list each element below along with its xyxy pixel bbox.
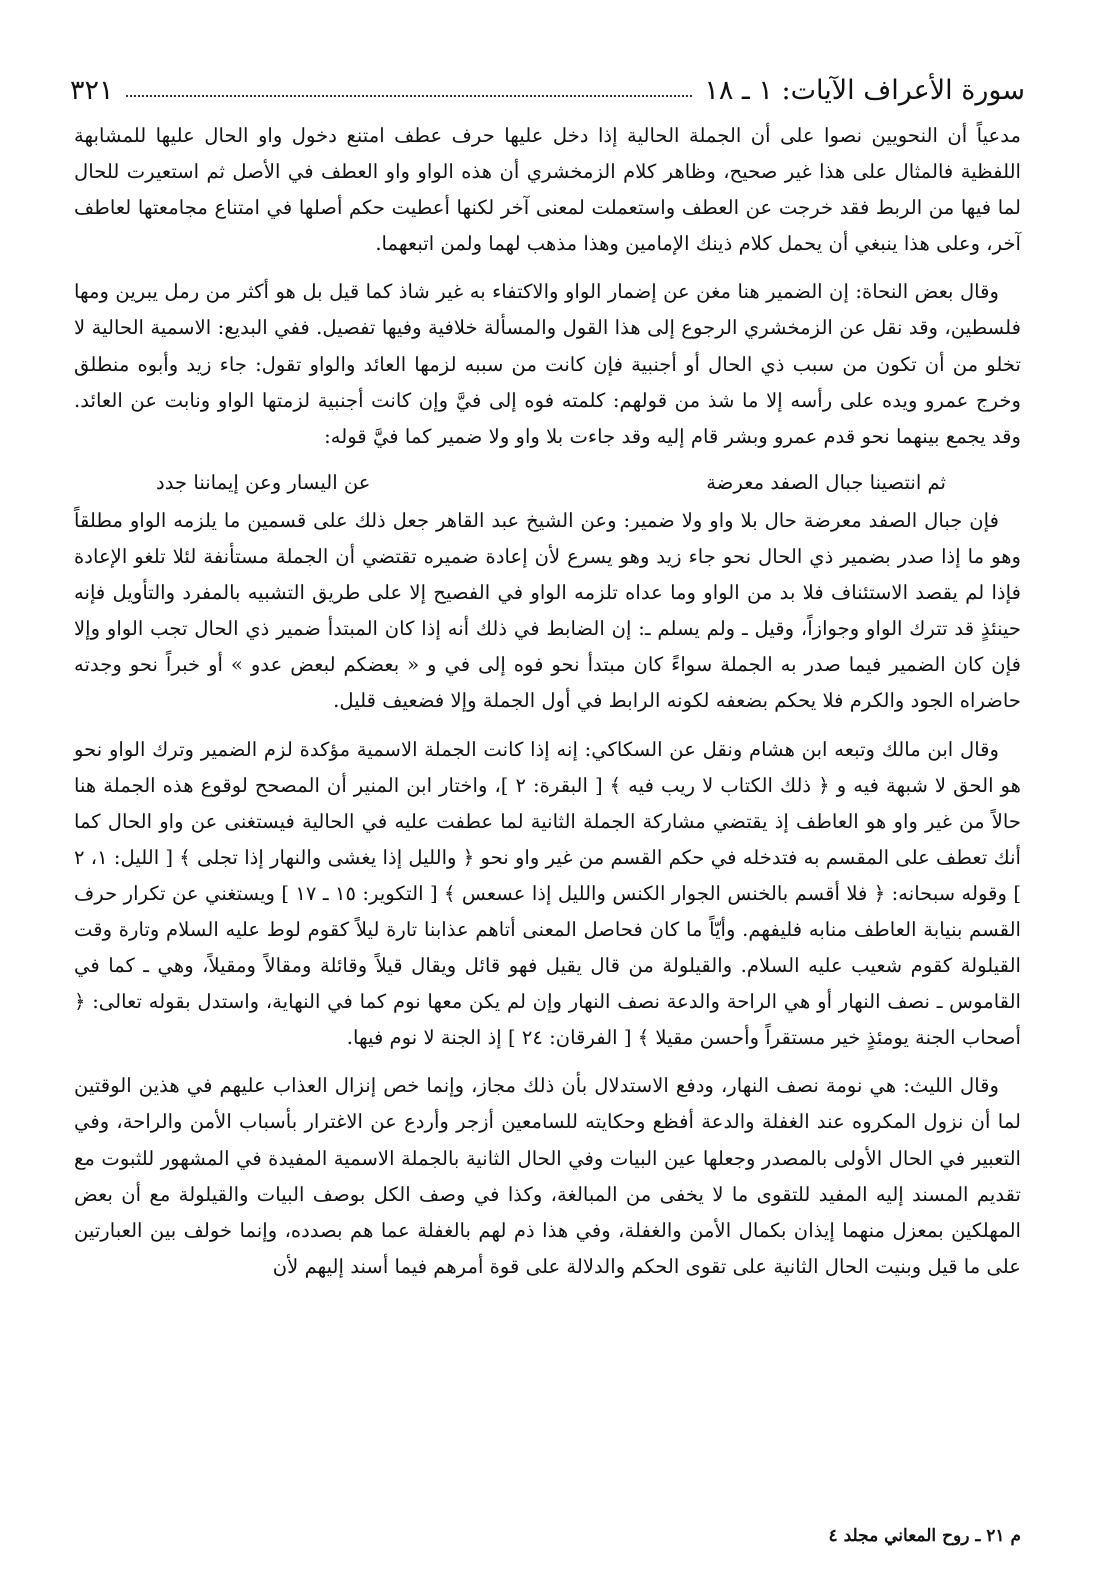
verse-left-hemistich: عن اليسار وعن إيماننا جدد: [156, 470, 371, 494]
paragraph-5: وقال الليث: هي نومة نصف النهار، ودفع الاستدلال بأن ذلك مجاز، وإنما خص إنزال العذاب عليهم في هذين الوقتين لما أن نزول المكروه عند الغفلة والدعة أفظع وحكايته للسامعين أزجر وأردع عن الاغترار بأسباب الأمن والراحة، وفي التعبير في الحال الأولى بالمصدر وجعلها عين البيات وفي الحال الثانية بالجملة الاسمية المفيدة في المشهور للثبوت مع تقديم المسند إليه المفيد للتقوى ما لا يخفى من المبالغة، وكذا في وصف الكل بوصف البيات والقيلولة مع أن بعض المهلكين بمعزل منهما إيذان بكمال الأمن والغفلة، وفي هذا ذم لهم بالغفلة عما هم بصدده، وإنما خولف بين العبارتين على ما قيل وبنيت الحال الثانية على تقوى الحكم والدلالة على قوة أمرهم فيما أسند إليهم لأن: [74, 1074, 1021, 1278]
surah-title: سورة الأعراف الآيات: ١ ـ ١٨: [704, 74, 1025, 106]
page-number: ٣٢١: [70, 74, 114, 106]
running-header: [70, 72, 1025, 108]
page-body: [74, 118, 1021, 1285]
paragraph-1: مدعياً أن النحويين نصوا على أن الجملة الحالية إذا دخل عليها حرف عطف امتنع دخول واو الحال عليها للمشابهة اللفظية فالمثال على هذا غير صحيح، وظاهر كلام الزمخشري أن هذه الواو واو العطف في الأصل ثم استعيرت للحال لما فيها من الربط فقد خرجت عن العطف واستعملت لمعنى آخر لكنها أعطيت حكم أصلها في امتناع مجامعتها لعاطف آخر، وعلى هذا ينبغي أن يحمل كلام ذينك الإمامين وهذا مذهب لهما ولمن اتبعهما.: [74, 124, 1021, 256]
paragraph-2: وقال بعض النحاة: إن الضمير هنا مغن عن إضمار الواو والاكتفاء به غير شاذ كما قيل بل هو أكثر من رمل يبرين ومها فلسطين، وقد نقل عن الزمخشري الرجوع إلى هذا القول والمسألة خلافية وفيها تفصيل. ففي البديع: الاسمية الحالية لا تخلو من أن تكون من سبب ذي الحال أو أجنبية فإن كانت من سببه لزمها العائد والواو تقول: جاء زيد وأبوه منطلق وخرج عمرو ويده على رأسه إلا ما شذ من قولهم: كلمته فوه إلى فيَّ وإن كانت أجنبية لزمتها الواو ونابت عن العائد. وقد يجمع بينهما نحو قدم عمرو وبشر قام إليه وقد جاءت بلا واو ولا ضمير كما فيَّ قوله:: [74, 280, 1021, 448]
page-signature: م ٢١ ـ روح المعاني مجلد ٤: [828, 1526, 1021, 1546]
verse-right-hemistich: ثم انتصينا جبال الصفد معرضة: [706, 470, 946, 494]
dotted-leader: [126, 95, 693, 97]
paragraph-3: فإن جبال الصفد معرضة حال بلا واو ولا ضمير: وعن الشيخ عبد القاهر جعل ذلك على قسمين ما يلزمه الواو مطلقاً وهو ما إذا صدر بضمير ذي الحال نحو جاء زيد وهو يسرع لأن إعادة ضميره تقتضي أن الجملة مستأنفة لئلا تلغو الإعادة فإذا لم يقصد الاستئناف فلا بد من الواو وما عداه تلزمه الواو في الفصيح إلا على طريق التشبيه بالمفرد والتأويل فإنه حينئذٍ قد تترك الواو وجوازاً، وقيل ـ ولم يسلم ـ: إن الضابط في ذلك أنه إذا كان المبتدأ ضمير ذي الحال تجب الواو وإلا فإن كان الضمير فيما صدر به الجملة سواءً كان مبتدأ نحو فوه إلى في و « بعضكم لبعض عدو » أو خبراً نحو وجدته حاضراه الجود والكرم فلا يحكم بضعفه لكونه الرابط في أول الجملة وإلا فضعيف قليل.: [74, 508, 1021, 713]
poetry-verse: [74, 465, 1021, 501]
paragraph-4: وقال ابن مالك وتبعه ابن هشام ونقل عن السكاكي: إنه إذا كانت الجملة الاسمية مؤكدة لزم الضمير وترك الواو نحو هو الحق لا شبهة فيه و ﴿ ذلك الكتاب لا ريب فيه ﴾ [ البقرة: ٢ ]، واختار ابن المنير أن المصحح لوقوع هذه الجملة هنا حالاً من غير واو هو العاطف إذ يقتضي مشاركة الجملة الثانية لما عطفت عليه في الحالية فيستغنى عن واو الحال كما أنك تعطف على المقسم به فتدخله في حكم القسم من غير واو نحو ﴿ والليل إذا يغشى والنهار إذا تجلى ﴾ [ الليل: ١، ٢ ] وقوله سبحانه: ﴿ فلا أقسم بالخنس الجوار الكنس والليل إذا عسعس ﴾ [ التكوير: ١٥ ـ ١٧ ] ويستغني عن تكرار حرف القسم بنيابة العاطف منابه فليفهم. وأيّاً ما كان فحاصل المعنى أتاهم عذابنا تارة ليلاً كقوم لوط عليه السلام وتارة وقت القيلولة كقوم شعيب عليه السلام. والقيلولة من قال يقيل فهو قائل ويقال قيلاً وقائلة ومقالاً ومقيلاً، وهي ـ كما في القاموس ـ نصف النهار أو هي الراحة والدعة نصف النهار وإن لم يكن معها نوم كما في النهاية، واستدل بقوله تعالى: ﴿ أصحاب الجنة يومئذٍ خير مستقراً وأحسن مقيلا ﴾ [ الفرقان: ٢٤ ] إذ الجنة لا نوم فيها.: [74, 737, 1021, 1050]
